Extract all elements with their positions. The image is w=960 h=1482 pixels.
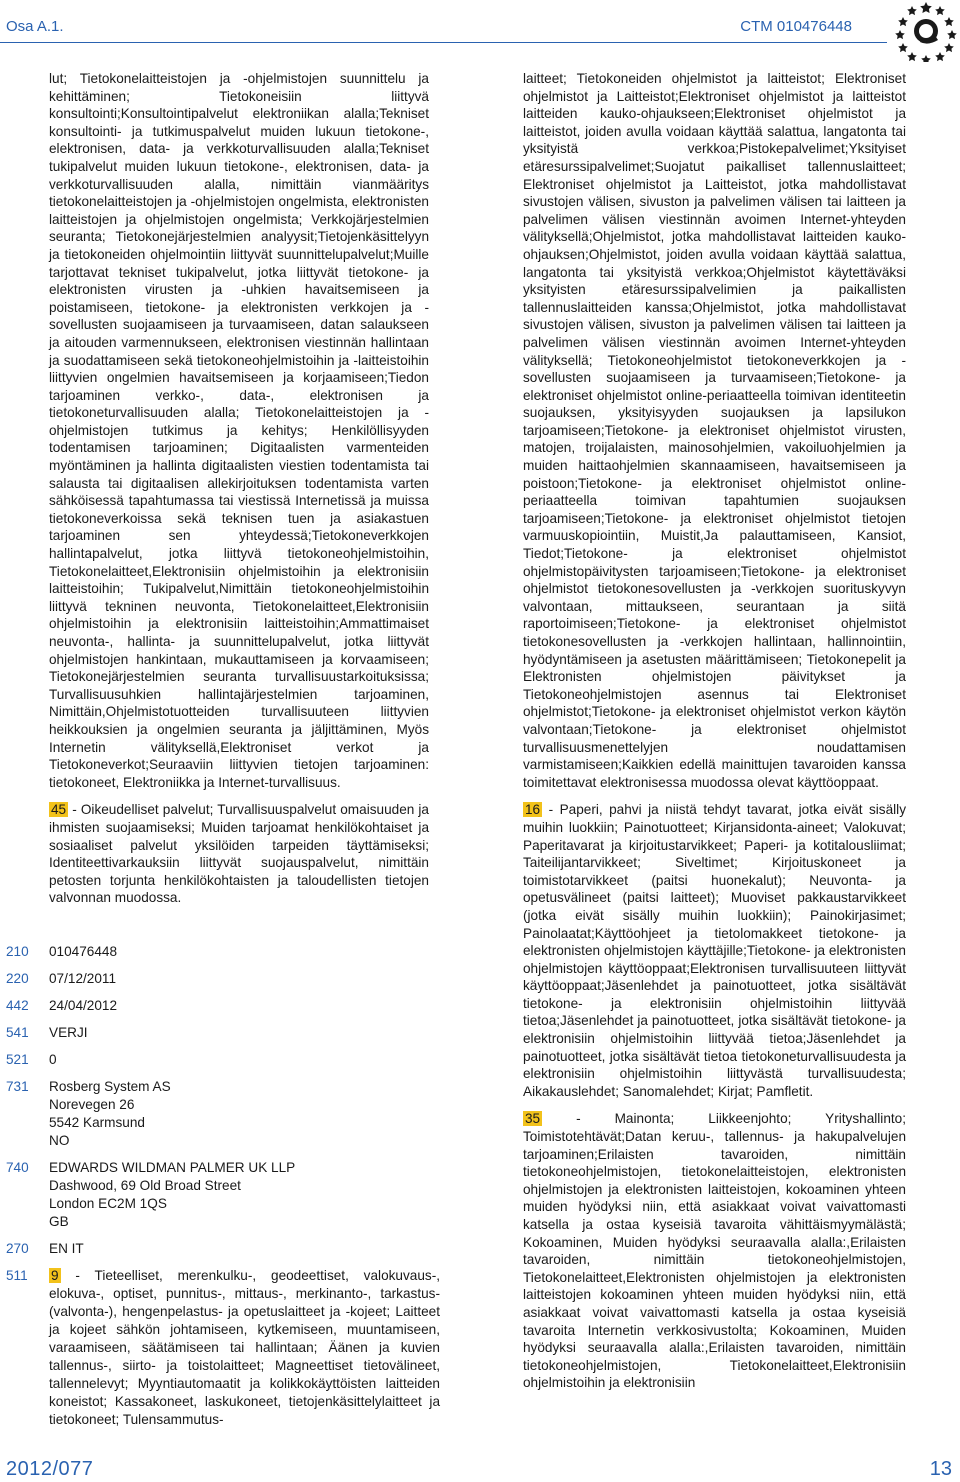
field-code: 220 [6, 971, 29, 986]
eu-oami-stars-emblem-icon [892, 0, 960, 62]
field-code: 731 [6, 1079, 29, 1094]
section-label: Osa A.1. [6, 18, 64, 35]
class9-continuation: laitteet; Tietokoneiden ohjelmistot ja laitteistot; Elektroniset ohjelmistot ja Laitteistot;Elektroniset ohjelmistot ja laitteistot laitteiden kauko-ohjaukseen;Elektroniset ohjelmistot ja laitteistot, joiden avulla voidaan käyttää salattua, langatonta tai yksityistä verkkoa;Pistokepalvelimet;Yksityiset etäresurssipalvelimet;Suojatut paikalliset tallennuslaitteet; Elektroniset ohjelmistot ja Laitteistot, jotka mahdollistavat sivustojen välisen, sivuston ja palvelimen välisen tai laitteen ja palvelimen välisen viestinnän avoimen Internet-yhteyden välityksellä;Ohjelmistot, jotka mahdollistavat laitteiden kauko-ohjauksen;Ohjelmistot, joiden avulla voidaan käyttää salattua, langatonta tai yksityistä verkkoa;Ohjelmistot käytettäväksi yksityisten etäresurssipalvelimien ja paikallisten tallennuslaitteiden kanssa;Ohjelmistot, jotka mahdollistavat sivustojen välisen, sivuston ja palvelimen välisen tai laitteen ja palvelimen välisen viestinnän avoimen Internet-yhteyden välityksellä; Tietokoneohjelmistot tietokoneverkkojen ja -sovellusten suojaamiseen ja turvaamiseen;Tietokone- ja elektroniset ohjelmistot online-periaatteella toimivan identiteetin suojauksen, yksityisyyden suojauksen ja lapsilukon tarjoamiseen;Tietokone- ja elektroniset ohjelmistot virusten, matojen, troijalaisten, mainosohjelmien, vakoiluohjelmien ja muiden haittaohjelmien skannaamiseen, havaitsemiseen ja poistoon;Tietokone- ja elektroniset ohjelmistot online-periaatteella toimivan tapahtumien suojauksen tarjoamiseen;Tietokone- ja elektroniset ohjelmistot tietojen varmuuskopiointiin, Muistit,Ja palauttamiseen, Kansiot, Tiedot;Tietokone- ja elektroniset ohjelmistot ohjelmistopäivitysten tarjoamiseen;Tietokone- ja elektroniset ohjelmistot tietokonesovellusten ja -verkkojen suorituskyvyn valvontaan, mittaukseen, seurantaan ja siitä raportoimiseen;Tietokone- ja elektroniset ohjelmistot tietokonesovellusten ja -verkkojen hallintaan, hallinnointiin, hyödyntämiseen ja asetusten määrittämiseen; Tietokonepelit ja Elektronisten ohjelmistojen päivitykset ja Tietokoneohjelmistojen asennus tai Elektroniset ohjelmistot;Tietokone- ja elektroniset ohjelmistot verkon käytön valvontaan;Tietokone- ja elektroniset ohjelmistot turvallisuusmenettelyjen noudattamisen varmistamiseen;Kaikkien edellä mainittujen tavaroiden kanssa toimitettavat elektronisessa muodossa olevat käyttöoppaat. [523, 71, 906, 790]
class45-entry [49, 801, 429, 907]
field-value: VERJI [49, 1025, 88, 1040]
field-code: 442 [6, 998, 29, 1013]
address-line: NO [49, 1133, 70, 1148]
header-rule [0, 42, 887, 43]
class-number-badge: 16 [525, 802, 541, 818]
address-line: Dashwood, 69 Old Broad Street [49, 1178, 241, 1193]
field-220 [0, 970, 440, 988]
field-731 [0, 1078, 440, 1150]
field-code: 521 [6, 1052, 29, 1067]
representative-address [49, 1159, 440, 1231]
field-740 [0, 1159, 440, 1231]
class-number-badge: 45 [51, 802, 67, 818]
field-value: 24/04/2012 [49, 998, 118, 1013]
class35-entry [523, 1110, 906, 1392]
field-code: 740 [6, 1160, 29, 1175]
address-line: Rosberg System AS [49, 1079, 171, 1094]
field-value: 010476448 [49, 944, 118, 959]
field-521 [0, 1051, 440, 1069]
class35-text: - Mainonta; Liikkeenjohto; Yrityshallinto; Toimistotehtävät;Datan keruu-, tallennus- ja hakupalvelujen tarjoaminen;Erilaisten tavaroiden, nimittäin tietokoneohjelmistojen, tietokonelaitteistojen, elektronisten ohjelmistojen ja elektronisten laitteistojen, kokoaminen yhteen muiden hyödyksi niin, että asiakkaat voivat vaivattomasti katsella ja ostaa kyseisiä tavaroita vähittäismyymälästä; Kokoaminen, Muiden hyödyksi seuraavalla alalla:,Erilaisten tavaroiden, nimittäin tietokoneohjelmistojen, Tietokonelaitteet,Elektronisten ohjelmistojen ja elektronisten laitteistojen kokoaminen yhteen muiden hyödyksi niin, että asiakkaat voivat vaivattomasti katsella ja ostaa kyseisiä tavaroita Internetin verkkosivustolta; Kokoaminen, Muiden hyödyksi seuraavalla alalla:,Erilaisten tavaroiden, nimittäin tietokoneohjelmistojen, Tietokonelaitteet,Elektronisiin ohjelmistoihin ja elektronisiin [523, 1111, 906, 1391]
bulletin-issue: 2012/077 [6, 1458, 94, 1480]
class42-continuation: lut; Tietokonelaitteistojen ja -ohjelmistojen suunnittelu ja kehittäminen; Tietokoneisiin liittyvä konsultointi;Konsultointipalvelut elektroniikan alalla;Tekniset konsultointi- ja tutkimuspalvelut muiden lukuun tietokone-, elektronisen, data- ja verkkoturvallisuuden alalla;Tekniset tukipalvelut muiden lukuun tietokone-, elektronisen, data- ja verkkoturvallisuuden alalla, nimittäin vianmääritys tietokonelaitteistojen ja -ohjelmistojen ongelmista, elektronisten laitteistojen ja ohjelmistojen ongelmista; Verkkojärjestelmien seuranta; Tietokonejärjestelmien analyysit;Tietojenkäsittelyyn ja tietokoneiden ohjelmointiin liittyvät suunnittelupalvelut;Muille tarjottavat tekniset tukipalvelut, jotka liittyvät tietokone- ja elektronisten virusten ja -uhkien havaitsemiseen ja poistamiseen, tietokone- ja elektronisten verkkojen ja -sovellusten suojaamiseen ja turvaamiseen, datan salaukseen ja aitouden varmennukseen, elektronisen viestinnän hallintaan ja suodattamiseen sekä tietokoneohjelmistoihin ja -laitteistoihin liittyvien ongelmien havaitsemiseen ja korjaamiseen;Tiedon tarjoaminen verkko-, data-, elektronisen ja tietokoneturvallisuuden alalla; Tietokonelaitteistojen ja -ohjelmistojen tutkimus ja kehitys; Henkilöllisyyden todentamisen tarjoaminen; Digitaalisten varmenteiden myöntäminen ja hallinta digitaalisten viestien todentamista tai salausta tai digitaalisen allekirjoituksen todentamista varten sähköisessä tapahtumassa tai viestissä Internetissä ja muissa tietokoneverkoissa sekä teknisen tuen ja asiakastuen tarjoaminen sen yhteydessä;Tietokoneverkkojen hallintapalvelut, jotka liittyvä tietokoneohjelmistoihin, Tietokonelaitteet,Elektronisiin ohjelmistoihin ja elektronisiin laitteistoihin; Tukipalvelut,Nimittäin tietokoneohjelmistoihin liittyvä tekninen neuvonta, Tietokonelaitteet,Elektronisiin ohjelmistoihin ja elektronisiin laitteistoihin;Ammattimaiset neuvonta-, hallinta- ja suunnittelupalvelut, jotka liittyvät ohjelmistojen hankintaan, mukauttamiseen ja korvaamiseen; Tietokonejärjestelmien seuranta turvallisuustarkoituksissa; Turvallisuusuhkien hallintajärjestelmien tarjoaminen, Nimittäin,Ohjelmistotuotteiden turvallisuuteen liittyvien heikkouksien ja ongelmien seuranta ja jäljittäminen, Myös Internetin välityksellä,Elektroniset verkot ja Tietokoneverkot;Seuraaviin liittyvien tietojen tarjoaminen: tietokoneet, Elektroniikka ja Internet-turvallisuus. [49, 71, 429, 790]
class16-text: - Paperi, pahvi ja niistä tehdyt tavarat, jotka eivät sisälly muihin luokkiin; Painotuotteet; Kirjansidonta-aineet; Valokuvat; Paperitavarat ja kirjoitustarvikkeet; Paperi- ja kotitalousliimat; Taiteilijantarvikkeet; Siveltimet; Kirjoituskoneet ja toimistotarvikkeet (paitsi huonekalut); Neuvonta- ja opetusvälineet (paitsi laitteet); Muoviset pakkaustarvikkeet (jotka eivät sisälly muihin luokkiin); Painokirjasimet; Painolaatat;Käyttöohjeet ja tietolomakkeet tietokone- ja elektronisten ohjelmistojen käyttäjille;Tietokone- ja elektronisten ohjelmistojen käyttöoppaat;Elektronisen turvallisuuteen liittyvät käyttöoppaat;Jäsenlehdet ja painotuotteet, jotka sisältävät tietokone- ja elektronisiin ohjelmistoihin liittyvää tietoa;Jäsenlehdet ja painotuotteet, jotka sisältävät tietokone- ja elektronisiin ohjelmistoihin liittyvää tietoa;Jäsenlehdet ja painotuotteet, jotka sisältävät tietoa tietokoneturvallisuudesta ja elektronisiin ohjelmistoihin liittyvästä turvallisuudesta; Aikakauslehdet; Sanomalehdet; Kirjat; Pamfletit. [523, 802, 906, 1099]
field-value: 07/12/2011 [49, 971, 117, 986]
registration-fields [0, 943, 440, 1438]
address-line: Norevegen 26 [49, 1097, 135, 1112]
field-511 [0, 1267, 440, 1429]
field-value: 0 [49, 1052, 57, 1067]
class45-text: - Oikeudelliset palvelut; Turvallisuuspalvelut omaisuuden ja ihmisten suojaamiseksi; Muiden tarjoamat henkilökohtaiset ja sosiaaliset palvelut yksilöiden tarpeiden täyttämiseksi; Identiteettivarkauksiin liittyvät suojauspalvelut, nimittäin petosten torjunta henkilökohtaisten ja taloudellisten tietojen valvonnan muodossa. [49, 802, 429, 906]
field-442 [0, 997, 440, 1015]
field-code: 210 [6, 944, 29, 959]
right-text-column [523, 70, 906, 1392]
class16-entry [523, 801, 906, 1100]
class-number-badge: 9 [51, 1268, 59, 1283]
address-line: London EC2M 1QS [49, 1196, 167, 1211]
field-code: 270 [6, 1241, 29, 1256]
field-value: EN IT [49, 1241, 84, 1256]
owner-address [49, 1078, 440, 1150]
address-line: EDWARDS WILDMAN PALMER UK LLP [49, 1160, 296, 1175]
class-number-badge: 35 [525, 1111, 541, 1127]
field-code: 511 [6, 1268, 28, 1283]
class9-text: - Tieteelliset, merenkulku-, geodeettiset, valokuvaus-, elokuva-, optiset, punnitus-, mittaus-, merkinanto-, tarkastus- (valvonta-), hengenpelastus- ja opetuslaitteet ja -kojeet; Laitteet ja kojeet sähkön johtamiseen, kytkemiseen, muuntamiseen, varaamiseen, säätämiseen tai hallintaan; Äänen ja kuvien tallennus-, siirto- ja toistolaitteet; Magneettiset tietovälineet, tallennelevyt; Myyntiautomaatit ja kolikkokäyttöisten laitteiden koneistot; Kassakoneet, laskukoneet, tietojenkäsittelylaitteet ja tietokoneet; Tulensammutus- [49, 1268, 440, 1427]
field-270 [0, 1240, 440, 1258]
field-210 [0, 943, 440, 961]
page-number: 13 [929, 1458, 952, 1480]
address-line: GB [49, 1214, 69, 1229]
ctm-number: CTM 010476448 [740, 18, 852, 35]
field-541 [0, 1024, 440, 1042]
left-text-column [49, 70, 429, 907]
goods-services [49, 1267, 440, 1429]
field-code: 541 [6, 1025, 29, 1040]
address-line: 5542 Karmsund [49, 1115, 145, 1130]
